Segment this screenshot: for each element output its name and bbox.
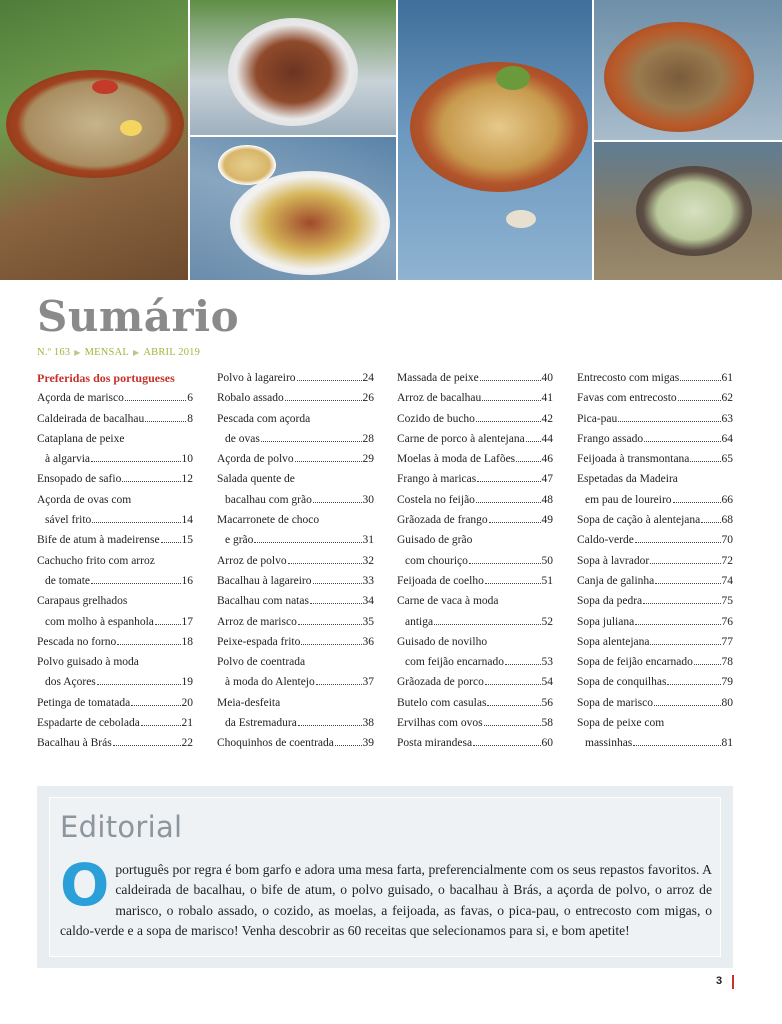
toc-page-number: 19 [181, 676, 193, 689]
photo-clams-pork [398, 0, 592, 280]
toc-page-number: 79 [721, 676, 733, 689]
dot-leader [485, 684, 541, 685]
dot-leader [473, 745, 540, 746]
toc-entry-title: Caldeirada de bacalhau [37, 412, 145, 425]
toc-page-number: 70 [721, 534, 733, 547]
toc-entry-title: Costela no feijão [397, 493, 475, 506]
dot-leader [485, 583, 541, 584]
toc-entry-title: Canja de galinha [577, 574, 655, 587]
dot-leader [476, 421, 541, 422]
toc-entry-title: Pescada com açorda [217, 412, 311, 425]
toc-page-number: 39 [362, 737, 374, 750]
dot-leader [316, 684, 362, 685]
toc-page-number: 12 [181, 473, 193, 486]
toc-entry [37, 693, 193, 713]
toc-entry-title: com molho à espanhola [45, 615, 154, 628]
toc-entry-title: Massada de peixe [397, 372, 479, 384]
dot-leader [526, 441, 541, 442]
toc-page-number: 31 [362, 534, 374, 547]
toc-entry-title: Peixe-espada frito [217, 635, 301, 648]
toc-page-number: 58 [541, 717, 553, 730]
toc-entry-title: dos Açores [45, 676, 96, 689]
toc-entry-title: com feijão encarnado [405, 656, 504, 669]
toc-page-number: 49 [541, 514, 553, 527]
toc-page-number: 72 [721, 554, 733, 567]
editorial-text [60, 851, 712, 941]
toc-page-number: 37 [362, 676, 374, 689]
dot-leader [297, 380, 362, 381]
toc-entry [217, 469, 374, 510]
toc-entry [577, 713, 733, 754]
toc-entry [397, 449, 553, 469]
rice-bowl [218, 145, 276, 185]
toc-page-number: 51 [541, 574, 553, 587]
toc-entry [217, 388, 374, 408]
dot-leader [113, 745, 181, 746]
toc-entry [577, 368, 733, 388]
toc-page-number: 36 [362, 635, 374, 648]
dot-leader [701, 522, 720, 523]
dot-leader [480, 380, 541, 381]
toc-page-number: 56 [541, 696, 553, 709]
toc-entry-title: Macarronete de choco [217, 514, 320, 527]
toc-entry [577, 591, 733, 611]
dot-leader [477, 481, 540, 482]
toc-page-number: 14 [181, 514, 193, 527]
toc-page-number: 54 [541, 676, 553, 689]
toc-entry-title: sável frito [45, 514, 92, 527]
dot-leader [91, 461, 180, 462]
toc-entry-title: Pica-pau [577, 412, 618, 425]
toc-entry-title: Guisado de grão [397, 534, 473, 547]
toc-entry [577, 571, 733, 591]
dot-leader [434, 624, 540, 625]
toc-entry [397, 429, 553, 449]
toc-entry-title: Moelas à moda de Lafões [397, 453, 516, 466]
issue-info [37, 347, 200, 358]
toc-page-number: 52 [541, 615, 553, 628]
toc-entry [37, 632, 193, 652]
toc-page-number: 74 [721, 574, 733, 587]
toc-page-number: 30 [362, 493, 374, 506]
toc-entry [217, 591, 374, 611]
dot-leader [313, 502, 362, 503]
toc-entry [37, 530, 193, 550]
dot-leader [301, 644, 361, 645]
toc-column-3 [397, 368, 553, 754]
toc-entry-title: Salada quente de [217, 473, 295, 486]
toc-entry-title: com chouriço [405, 554, 468, 567]
toc-column-1 [37, 368, 193, 754]
toc-entry-title: Polvo guisado à moda [37, 656, 139, 669]
dot-leader [690, 461, 720, 462]
toc-entry-title: Espadarte de cebolada [37, 717, 140, 730]
toc-page-number: 63 [721, 412, 733, 425]
toc-entry-title: e grão [225, 534, 254, 547]
toc-entry-title: Sopa da pedra [577, 595, 643, 608]
toc-entry-title: Caldo-verde [577, 534, 634, 547]
toc-page-number: 68 [721, 514, 733, 527]
page-title: Sumário [37, 292, 240, 341]
editorial-box [37, 786, 733, 968]
toc-page-number: 80 [721, 696, 733, 709]
toc-page-number: 47 [541, 473, 553, 486]
toc-entry-title: da Estremadura [225, 717, 297, 730]
toc-entry [397, 672, 553, 692]
egg-yolk [120, 120, 142, 136]
dot-leader [487, 705, 540, 706]
dot-leader [145, 421, 186, 422]
toc-page-number: 16 [181, 574, 193, 587]
toc-entry [577, 388, 733, 408]
toc-entry [37, 490, 193, 531]
toc-entry-title: Ensopado de safio [37, 473, 122, 486]
toc-entry [37, 733, 193, 753]
toc-page-number: 46 [541, 453, 553, 466]
toc-entry-title: Açorda de polvo [217, 453, 294, 466]
toc-page-number: 64 [721, 432, 733, 445]
dot-leader [650, 644, 720, 645]
toc-entry [217, 551, 374, 571]
parsley [496, 66, 530, 90]
toc-entry [577, 672, 733, 692]
editorial-title: Editorial [60, 810, 183, 844]
toc-entry [397, 733, 553, 753]
toc-entry-title: Cachucho frito com arroz [37, 554, 155, 567]
toc-page-number: 40 [541, 372, 553, 384]
toc-entry [577, 449, 733, 469]
toc-entry-title: Açorda de marisco [37, 392, 124, 405]
toc-entry-title: Petinga de tomatada [37, 696, 131, 709]
toc-page-number: 22 [181, 737, 193, 750]
dot-leader [516, 461, 540, 462]
toc-entry-title: Arroz de marisco [217, 615, 297, 628]
toc-entry-title: Cataplana de peixe [37, 432, 125, 445]
toc-page-number: 34 [362, 595, 374, 608]
toc-entry [397, 571, 553, 591]
toc-page-number: 76 [721, 615, 733, 628]
toc-entry-title: Bacalhau com natas [217, 595, 309, 608]
toc-entry-title: Sopa de marisco [577, 696, 654, 709]
toc-entry-title: Ervilhas com ovos [397, 717, 483, 730]
toc-entry [577, 429, 733, 449]
toc-entry-title: Frango à maricas [397, 473, 477, 486]
toc-page-number: 50 [541, 554, 553, 567]
dot-leader [335, 745, 362, 746]
toc-page-number: 65 [721, 453, 733, 466]
toc-entry [577, 693, 733, 713]
toc-page-number: 10 [181, 453, 193, 466]
toc-entry [37, 409, 193, 429]
toc-entry [397, 510, 553, 530]
clay-pan [604, 22, 754, 132]
toc-page-number: 24 [362, 372, 374, 384]
dot-leader [91, 583, 180, 584]
toc-page-number: 33 [362, 574, 374, 587]
toc-entry-title: Carne de vaca à moda [397, 595, 499, 608]
toc-page-number: 78 [721, 656, 733, 669]
toc-page-number: 77 [721, 635, 733, 648]
toc-page-number: 17 [181, 615, 193, 628]
toc-entry-title: Pescada no forno [37, 635, 117, 648]
toc-page-number: 28 [362, 432, 374, 445]
issue-number: N.º 163 [37, 347, 71, 358]
dot-leader [92, 522, 180, 523]
garlic-cloves [506, 210, 536, 228]
white-plate [228, 18, 358, 126]
toc-entry-title: Bife de atum à madeirense [37, 534, 160, 547]
toc-entry [577, 652, 733, 672]
toc-entry-title: Sopa de cação à alentejana [577, 514, 701, 527]
toc-entry-title: Grãozada de frango [397, 514, 488, 527]
dot-leader [161, 542, 181, 543]
toc-entry-title: Posta mirandesa [397, 737, 473, 750]
toc-entry-title: Guisado de novilho [397, 635, 488, 648]
toc-entry [397, 713, 553, 733]
toc-page-number: 6 [187, 392, 193, 405]
toc-entry-title: Polvo à lagareiro [217, 372, 296, 384]
page-number-bar [732, 975, 734, 989]
toc-page-number: 53 [541, 656, 553, 669]
toc-entry [577, 551, 733, 571]
dot-leader [680, 380, 720, 381]
toc-page-number: 15 [181, 534, 193, 547]
dot-leader [122, 481, 180, 482]
photo-shrimp-acorda [0, 0, 188, 280]
toc-entry-title: bacalhau com grão [225, 493, 312, 506]
dot-leader [285, 400, 362, 401]
dot-leader [155, 624, 181, 625]
dot-leader [654, 705, 720, 706]
shrimp [92, 80, 118, 94]
toc-page-number: 81 [721, 737, 733, 750]
toc-entry-title: à moda do Alentejo [225, 676, 315, 689]
toc-entry [217, 510, 374, 551]
toc-column-4 [577, 368, 733, 754]
toc-page-number: 18 [181, 635, 193, 648]
toc-entry [217, 652, 374, 693]
dot-leader [482, 400, 540, 401]
dot-leader [254, 542, 361, 543]
toc-entry-title: Sopa de peixe com [577, 717, 665, 730]
toc-entry-title: Sopa à lavrador [577, 554, 650, 567]
toc-page-number: 29 [362, 453, 374, 466]
toc-entry-title: Favas com entrecosto [577, 392, 677, 405]
dot-leader [298, 725, 362, 726]
editorial-frame [49, 797, 721, 957]
toc-entry [37, 713, 193, 733]
toc-entry-title: Robalo assado [217, 392, 284, 405]
dot-leader [125, 400, 186, 401]
toc-entry [577, 409, 733, 429]
toc-entry [217, 409, 374, 450]
toc-page-number: 41 [541, 392, 553, 405]
toc-entry-title: de ovas [225, 432, 260, 445]
issue-frequency: MENSAL [84, 347, 129, 358]
dot-leader [655, 583, 720, 584]
toc-entry [217, 693, 374, 734]
toc-entry-title: Espetadas da Madeira [577, 473, 678, 486]
dot-leader [313, 583, 362, 584]
page-number: 3 [716, 975, 723, 987]
toc-page-number: 26 [362, 392, 374, 405]
toc-page-number: 48 [541, 493, 553, 506]
toc-page-number: 35 [362, 615, 374, 628]
toc-entry-title: Sopa alentejana [577, 635, 650, 648]
editorial-body: português por regra é bom garfo e adora uma mesa farta, preferencialmente com os seus repastos favoritos. A caldeirada de bacalhau, o bife de atum, o polvo guisado, o bacalhau à Brás, a açorda de polvo, o arroz de marisco, o robalo assado, o cozido, as moelas, a feijoada, as favas, o pica-pau, o entrecosto com migas, o caldo-verde e a sopa de marisco! Venha descobrir as 60 receitas que selecionamos para si, e bom apetite! [60, 862, 712, 938]
toc-entry-title: Meia-desfeita [217, 696, 281, 709]
toc-entry [397, 530, 553, 571]
dot-leader [635, 542, 721, 543]
toc-entry-title: Polvo de coentrada [217, 656, 306, 669]
toc-entry [37, 591, 193, 632]
toc-entry [397, 409, 553, 429]
section-heading: Preferidas dos portugueses [37, 371, 175, 385]
toc-entry-title: Arroz de bacalhau [397, 392, 482, 405]
dot-leader [295, 461, 362, 462]
dot-leader [469, 563, 541, 564]
toc-entry-title: Açorda de ovas com [37, 493, 132, 506]
toc-page-number: 8 [187, 412, 193, 425]
toc-entry [577, 530, 733, 550]
dot-leader [261, 441, 362, 442]
dot-leader [694, 664, 721, 665]
toc-page-number: 32 [362, 554, 374, 567]
photo-caldo-verde [594, 142, 782, 280]
photo-cozido [190, 137, 396, 280]
toc-entry-title: Frango assado [577, 432, 644, 445]
dot-leader [618, 421, 720, 422]
dot-leader [97, 684, 181, 685]
toc-page-number: 42 [541, 412, 553, 425]
toc-entry-title: à algarvia [45, 453, 91, 466]
toc-entry-title: Carne de porco à alentejana [397, 432, 525, 445]
dot-leader [141, 725, 181, 726]
toc-entry [217, 612, 374, 632]
toc-page-number: 38 [362, 717, 374, 730]
toc-entry [397, 469, 553, 489]
triangle-separator-icon: ▶ [132, 348, 140, 357]
dot-leader [131, 705, 180, 706]
dot-leader [678, 400, 721, 401]
toc-entry-title: Bacalhau à lagareiro [217, 574, 312, 587]
dot-leader [643, 603, 720, 604]
photo-octopus-dish [190, 0, 396, 135]
toc-entry [397, 632, 553, 673]
dot-leader [117, 644, 180, 645]
toc-entry [37, 469, 193, 489]
toc-entry [37, 551, 193, 592]
dot-leader [298, 624, 362, 625]
dot-leader [476, 502, 541, 503]
toc-entry-title: Sopa de conquilhas [577, 676, 667, 689]
dot-leader [310, 603, 362, 604]
toc-entry [217, 368, 374, 388]
toc-entry [397, 693, 553, 713]
dot-leader [288, 563, 362, 564]
toc-entry [397, 591, 553, 632]
toc-entry [37, 429, 193, 470]
toc-entry [217, 632, 374, 652]
toc-entry [577, 469, 733, 510]
toc-page-number: 44 [541, 432, 553, 445]
toc-entry-title: massinhas [585, 737, 633, 750]
toc-entry-title: Grãozada de porco [397, 676, 484, 689]
toc-entry-title: antiga [405, 615, 434, 628]
dot-leader [484, 725, 541, 726]
photo-stew-clay-pan [594, 0, 782, 140]
toc-entry-title: Sopa de feijão encarnado [577, 656, 693, 669]
toc-entry-title: Cozido de bucho [397, 412, 475, 425]
dot-leader [505, 664, 541, 665]
toc-entry [397, 388, 553, 408]
toc-entry-title: Butelo com casulas [397, 696, 487, 709]
toc-page-number: 75 [721, 595, 733, 608]
white-platter [230, 171, 390, 275]
dot-leader [489, 522, 541, 523]
toc-column-2 [217, 368, 374, 754]
dot-leader [673, 502, 721, 503]
toc-entry-title: Choquinhos de coentrada [217, 737, 334, 750]
toc-page-number: 60 [541, 737, 553, 750]
toc-entry [37, 388, 193, 408]
toc-entry-title: Carapaus grelhados [37, 595, 128, 608]
triangle-separator-icon: ▶ [74, 348, 81, 357]
toc-entry-title: Sopa juliana [577, 615, 635, 628]
toc-entry-title: de tomate [45, 574, 91, 587]
toc-entry [577, 510, 733, 530]
toc-entry-title: Entrecosto com migas [577, 372, 680, 384]
toc-page-number: 20 [181, 696, 193, 709]
toc-page-number: 62 [721, 392, 733, 405]
toc-entry [397, 490, 553, 510]
toc-entry-title: em pau de loureiro [585, 493, 672, 506]
toc-entry [577, 612, 733, 632]
toc-page-number: 66 [721, 493, 733, 506]
dot-leader [644, 441, 720, 442]
soup-bowl [636, 166, 752, 256]
dot-leader [667, 684, 720, 685]
toc-entry [397, 368, 553, 388]
dot-leader [650, 563, 720, 564]
food-photo-collage [0, 0, 782, 280]
toc-entry [217, 571, 374, 591]
toc-page-number: 61 [721, 372, 733, 384]
toc-entry-title: Bacalhau à Brás [37, 737, 112, 750]
toc-page-number: 21 [181, 717, 193, 730]
dot-leader [633, 745, 720, 746]
drop-cap: O [60, 851, 110, 919]
toc-entry [217, 733, 374, 753]
issue-date: ABRIL 2019 [143, 347, 201, 358]
toc-entry-title: Arroz de polvo [217, 554, 287, 567]
toc-entry [577, 632, 733, 652]
toc-entry-title: Feijoada de coelho [397, 574, 484, 587]
toc-entry [37, 652, 193, 693]
toc-entry-title: Feijoada à transmontana [577, 453, 690, 466]
dot-leader [635, 624, 720, 625]
toc-entry [217, 449, 374, 469]
